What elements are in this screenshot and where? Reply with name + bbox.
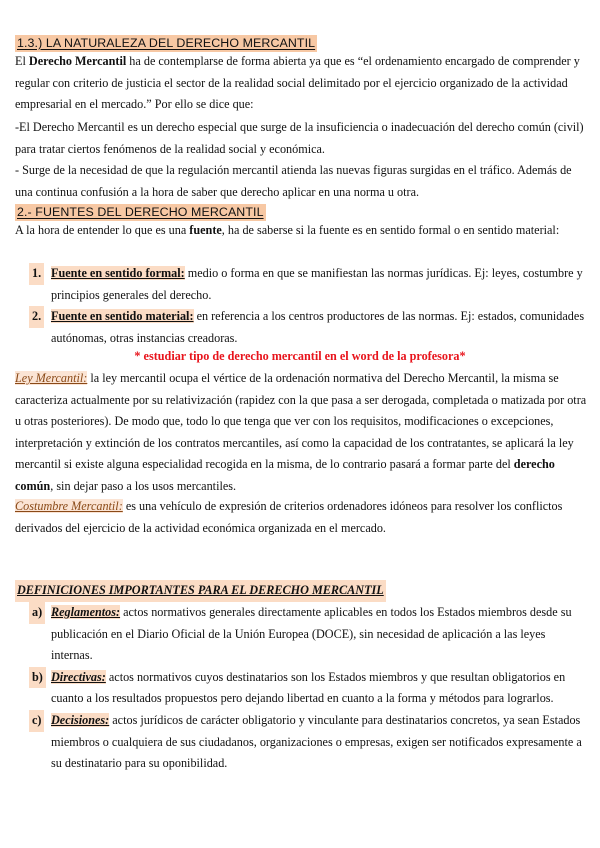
list-text: actos jurídicos de carácter obligatorio y vinculante para destinatarios concretos, ya sean Estados miembros o cualquiera de sus ciudadanos, organizaciones o empresas, exigen ser notificados expresamente a su destinatario para su oponibilidad. [51, 712, 582, 771]
section-heading-naturaleza: 1.3.) LA NATURALEZA DEL DERECHO MERCANTIL [17, 36, 316, 50]
definition-term: Directivas: [51, 669, 106, 684]
bold-term: fuente [189, 223, 222, 237]
definition-term: Reglamentos: [51, 605, 121, 619]
costumbre-mercantil-term: Costumbre Mercantil: [15, 499, 123, 513]
text-span: , sin dejar paso a los usos mercantiles. [50, 478, 237, 493]
paragraph-fuentes-intro [15, 220, 590, 242]
list-item [15, 710, 590, 775]
list-term: Fuente en sentido formal: [51, 266, 185, 280]
list-term: Fuente en sentido material: [51, 309, 194, 324]
paragraph-derecho-especial: -El Derecho Mercantil es un derecho especial que surge de la insuficiencia o inadecuación del derecho común (civil) para tratar ciertos fenómenos de la realidad social y económica. [15, 120, 584, 156]
text-span: ha de contemplarse de forma abierta ya que es “el ordenamiento encargado de comprender y regular con criterio de justicia el sector de la realidad social delimitado por el ejercicio organizado de la actividad empresarial en el mercado.” Por ello se dice que: [15, 54, 580, 112]
fuentes-list [15, 263, 590, 349]
text-span: El [15, 54, 29, 68]
paragraph-ley-mercantil [15, 368, 590, 498]
text-span: , ha de saberse si la fuente es en sentido formal o en sentido material: [221, 223, 560, 237]
list-text: medio o forma en que se manifiestan las normas jurídicas. Ej: leyes, costumbre y principios generales del derecho. [51, 266, 583, 302]
list-marker: 1. [29, 263, 44, 285]
text-span: es una vehículo de expresión de criterios ordenadores idóneos para resolver los conflictos derivados del ejercicio de la actividad económica organizada en el mercado. [15, 499, 563, 535]
paragraph-necesidad: - Surge de la necesidad de que la regulación mercantil atienda las nuevas figuras surgidas en el tráfico. Además de una continua confusión a la hora de saber que derecho aplicar en una norma u otra. [15, 163, 572, 199]
list-marker: b) [29, 667, 46, 689]
list-item [15, 602, 590, 667]
list-item [15, 667, 590, 710]
definition-term: Decisiones: [51, 712, 110, 727]
list-item [15, 263, 590, 306]
list-marker: 2. [29, 306, 44, 328]
ley-mercantil-term: Ley Mercantil: [15, 371, 88, 385]
list-marker: c) [29, 710, 44, 732]
bold-term: Derecho Mercantil [28, 54, 127, 68]
bold-term: derecho común [15, 457, 555, 493]
section-heading-fuentes: 2.- FUENTES DEL DERECHO MERCANTIL [17, 205, 264, 219]
study-note: * estudiar tipo de derecho mercantil en el word de la profesora* [134, 349, 466, 363]
list-text: actos normativos generales directamente aplicables en todos los Estados miembros desde su publicación en el Diario Oficial de la Unión Europea (DOCE), sin necesidad de aplicación a las leyes internas. [51, 605, 572, 663]
paragraph-costumbre [15, 496, 590, 539]
list-text: actos normativos cuyos destinatarios son los Estados miembros y que resultan obligatorios en cuanto a los resultados propuestos pero dejando libertad en cuanto a la forma y métodos para lograrlos. [51, 669, 566, 706]
list-marker: a) [29, 602, 45, 624]
list-text: en referencia a los centros productores de las normas. Ej: estados, comunidades autónomas, otras instancias creadoras. [51, 309, 585, 345]
definitions-heading: DEFINICIONES IMPORTANTES PARA EL DERECHO MERCANTIL [15, 580, 386, 602]
paragraph-definicion [15, 51, 590, 116]
list-item [15, 306, 590, 349]
text-span: la ley mercantil ocupa el vértice de la ordenación normativa del Derecho Mercantil, la misma se caracteriza actualmente por su relativización (rapidez con la que pasa a ser derogada, completada o matizada por otra u otras posteriores). De modo que, todo lo que tenga que ver con los requisitos, modificaciones o excepciones, interpretación y extinción de los contratos mercantiles, así como la capacidad de los contratantes, se aplicará la ley mercantil si existe alguna especialidad recogida en la misma, de lo contrario pasará a formar parte del [15, 371, 587, 472]
text-span: A la hora de entender lo que es una [15, 223, 190, 237]
definitions-list [15, 602, 590, 775]
